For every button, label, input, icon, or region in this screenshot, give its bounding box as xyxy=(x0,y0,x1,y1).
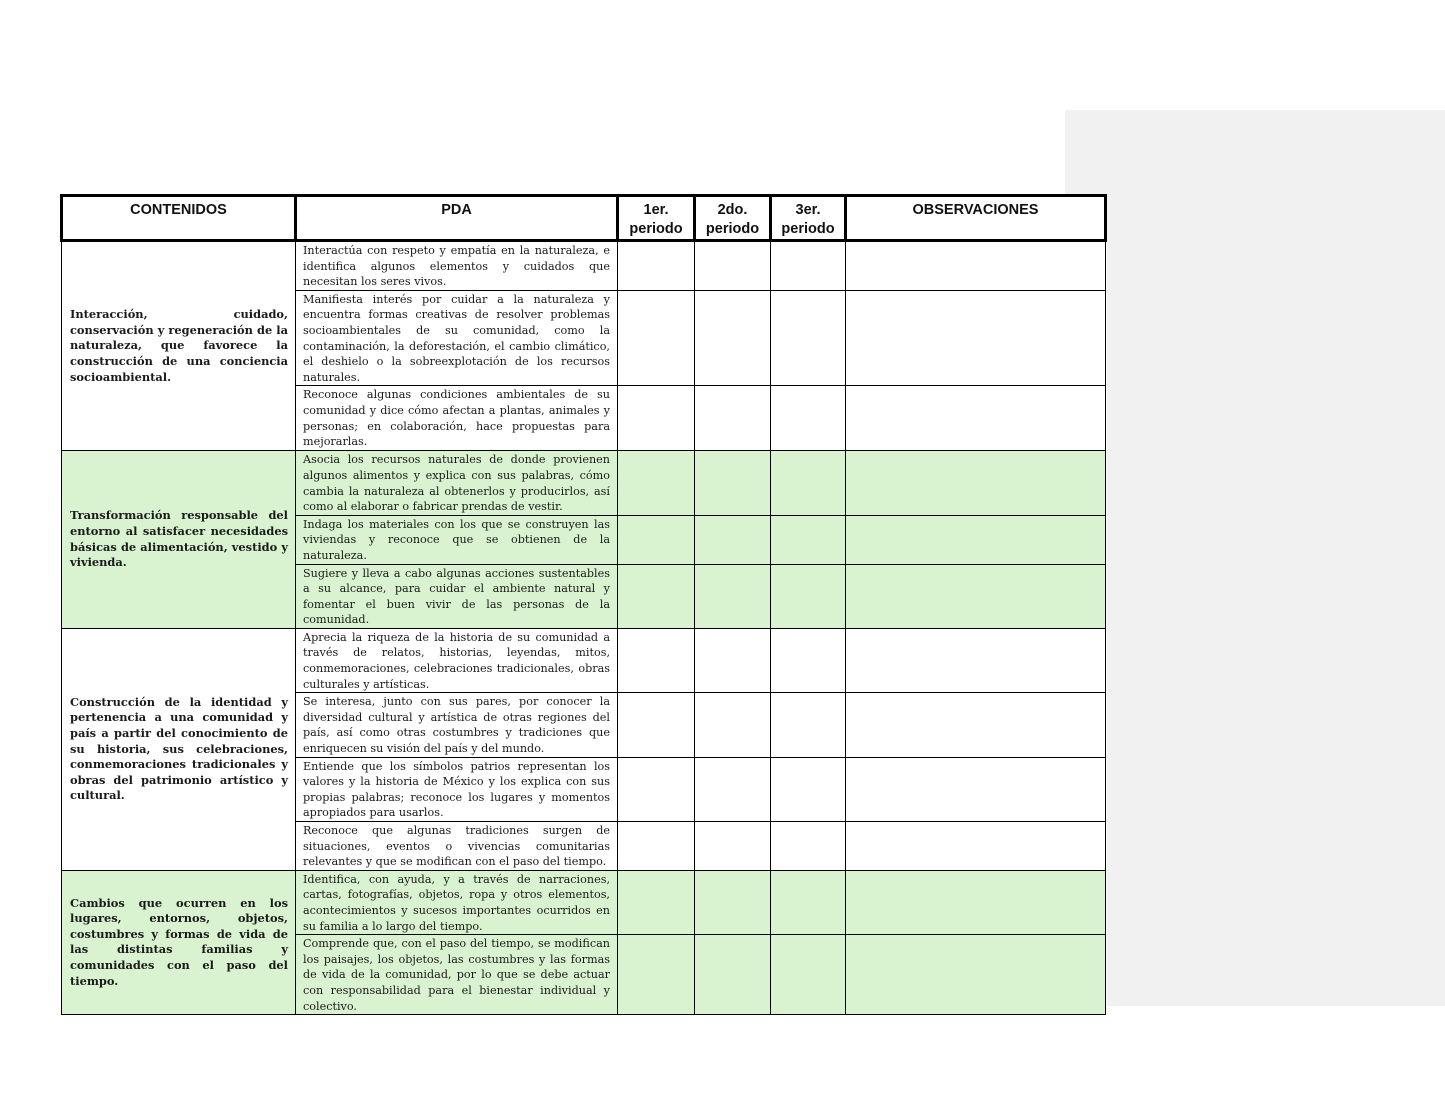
periodo-2-cell[interactable] xyxy=(695,241,771,291)
table-row xyxy=(62,870,1106,934)
header-periodo-3 xyxy=(771,196,846,241)
table-row xyxy=(62,451,1106,515)
periodo-3-cell[interactable] xyxy=(771,451,846,515)
header-contenidos xyxy=(62,196,296,241)
periodo-1-cell[interactable] xyxy=(618,757,695,821)
contenido-cell xyxy=(62,241,296,451)
periodo-3-cell[interactable] xyxy=(771,870,846,934)
periodo-2-cell[interactable] xyxy=(695,693,771,757)
contenido-text: Cambios que ocurren en los lugares, entornos, objetos, costumbres y formas de vida de las distintas familias y comunidades con el paso del tiempo. xyxy=(70,895,288,988)
periodo-1-cell[interactable] xyxy=(618,515,695,564)
observaciones-cell[interactable] xyxy=(846,515,1106,564)
header-p1-line1: 1er. xyxy=(643,202,669,218)
table-row xyxy=(62,241,1106,291)
observaciones-cell[interactable] xyxy=(846,451,1106,515)
header-p2-line1: 2do. xyxy=(717,202,748,218)
periodo-1-cell[interactable] xyxy=(618,564,695,628)
observaciones-cell[interactable] xyxy=(846,935,1106,1015)
comment-pane xyxy=(1065,110,1445,1006)
periodo-1-cell[interactable] xyxy=(618,386,695,451)
observaciones-cell[interactable] xyxy=(846,386,1106,451)
contenido-text: Construcción de la identidad y pertenencia a una comunidad y país a partir del conocimiento de su historia, sus celebraciones, conmemoraciones tradicionales y obras del patrimonio artístico y cultural. xyxy=(70,694,288,803)
header-pda-label: PDA xyxy=(441,202,472,218)
header-p3-line2: periodo xyxy=(781,221,835,237)
periodo-3-cell[interactable] xyxy=(771,822,846,871)
pda-text: Entiende que los símbolos patrios representan los valores y la historia de México y los explica con sus propias palabras; reconoce los lugares y momentos apropiados para usarlos. xyxy=(303,759,610,820)
pda-text: Reconoce algunas condiciones ambientales de su comunidad y dice cómo afectan a plantas, animales y personas; en colaboración, hace propuestas para mejorarlas. xyxy=(303,388,610,449)
header-p1-line2: periodo xyxy=(629,221,683,237)
header-p2-line2: periodo xyxy=(705,221,760,237)
pda-text: Indaga los materiales con los que se construyen las viviendas y reconoce que se obtienen de la naturaleza. xyxy=(303,517,610,562)
pda-cell xyxy=(296,564,618,628)
pda-cell xyxy=(296,451,618,515)
periodo-1-cell[interactable] xyxy=(618,870,695,934)
periodo-1-cell[interactable] xyxy=(618,628,695,692)
pda-text: Identifica, con ayuda, y a través de narraciones, cartas, fotografías, objetos, ropa y otros elementos, acontecimientos y sucesos importantes ocurridos en su familia a lo largo del tiempo. xyxy=(303,872,610,933)
periodo-3-cell[interactable] xyxy=(771,386,846,451)
pda-text: Comprende que, con el paso del tiempo, se modifican los paisajes, los objetos, las costumbres y las formas de vida de la comunidad, por lo que se debe actuar con responsabilidad para el bienestar individual y colectivo. xyxy=(303,937,610,1013)
periodo-1-cell[interactable] xyxy=(618,290,695,386)
periodo-2-cell[interactable] xyxy=(695,822,771,871)
periodo-1-cell[interactable] xyxy=(618,935,695,1015)
pda-text: Reconoce que algunas tradiciones surgen de situaciones, eventos o vivencias comunitarias relevantes y que se modifican con el paso del tiempo. xyxy=(303,824,610,869)
pda-text: Aprecia la riqueza de la historia de su comunidad a través de relatos, historias, leyendas, mitos, conmemoraciones, celebraciones tradicionales, obras culturales y artísticas. xyxy=(303,630,610,691)
contenido-text: Transformación responsable del entorno al satisfacer necesidades básicas de alimentación, vestido y vivienda. xyxy=(70,508,288,570)
periodo-3-cell[interactable] xyxy=(771,935,846,1015)
observaciones-cell[interactable] xyxy=(846,870,1106,934)
pda-cell xyxy=(296,241,618,291)
pda-text: Asocia los recursos naturales de donde provienen algunos alimentos y explica con sus palabras, cómo cambia la naturaleza al obtenerlos y producirlos, así como al elaborar o fabricar prendas de vestir. xyxy=(303,453,610,514)
periodo-1-cell[interactable] xyxy=(618,451,695,515)
periodo-2-cell[interactable] xyxy=(695,870,771,934)
header-observaciones xyxy=(846,196,1106,241)
pda-text: Sugiere y lleva a cabo algunas acciones sustentables a su alcance, para cuidar el ambiente natural y fomentar el buen vivir de las personas de la comunidad. xyxy=(303,566,610,627)
table-row xyxy=(62,628,1106,692)
pda-cell xyxy=(296,693,618,757)
pda-cell xyxy=(296,822,618,871)
header-periodo-1 xyxy=(618,196,695,241)
contenido-cell xyxy=(62,628,296,870)
pda-text: Manifiesta interés por cuidar a la naturaleza y encuentra formas creativas de resolver problemas socioambientales de su comunidad, como la contaminación, la deforestación, el cambio climático, el deshielo o la sobreexplotación de los recursos naturales. xyxy=(303,292,610,384)
evaluation-table xyxy=(60,194,1107,1015)
periodo-2-cell[interactable] xyxy=(695,290,771,386)
observaciones-cell[interactable] xyxy=(846,757,1106,821)
pda-cell xyxy=(296,628,618,692)
periodo-3-cell[interactable] xyxy=(771,693,846,757)
pda-cell xyxy=(296,290,618,386)
periodo-3-cell[interactable] xyxy=(771,757,846,821)
pda-cell xyxy=(296,515,618,564)
periodo-3-cell[interactable] xyxy=(771,628,846,692)
periodo-3-cell[interactable] xyxy=(771,241,846,291)
header-row xyxy=(62,196,1106,241)
periodo-2-cell[interactable] xyxy=(695,628,771,692)
pda-cell xyxy=(296,870,618,934)
periodo-1-cell[interactable] xyxy=(618,241,695,291)
periodo-3-cell[interactable] xyxy=(771,564,846,628)
periodo-2-cell[interactable] xyxy=(695,935,771,1015)
contenido-cell xyxy=(62,451,296,629)
periodo-2-cell[interactable] xyxy=(695,564,771,628)
periodo-2-cell[interactable] xyxy=(695,386,771,451)
observaciones-cell[interactable] xyxy=(846,693,1106,757)
header-p3-line1: 3er. xyxy=(795,202,821,218)
header-observaciones-label: OBSERVACIONES xyxy=(912,202,1039,218)
header-periodo-2 xyxy=(695,196,771,241)
pda-text: Interactúa con respeto y empatía en la naturaleza, e identifica algunos elementos y cuidados que necesitan los seres vivos. xyxy=(303,244,610,289)
pda-cell xyxy=(296,935,618,1015)
pda-text: Se interesa, junto con sus pares, por conocer la diversidad cultural y artística de otras regiones del país, así como otras costumbres y tradiciones que enriquecen su visión del país y del mundo. xyxy=(303,695,610,756)
periodo-2-cell[interactable] xyxy=(695,451,771,515)
contenido-cell xyxy=(62,870,296,1014)
periodo-3-cell[interactable] xyxy=(771,515,846,564)
header-pda xyxy=(296,196,618,241)
observaciones-cell[interactable] xyxy=(846,564,1106,628)
observaciones-cell[interactable] xyxy=(846,822,1106,871)
observaciones-cell[interactable] xyxy=(846,241,1106,291)
periodo-1-cell[interactable] xyxy=(618,822,695,871)
periodo-2-cell[interactable] xyxy=(695,757,771,821)
periodo-2-cell[interactable] xyxy=(695,515,771,564)
header-contenidos-label: CONTENIDOS xyxy=(130,202,227,218)
observaciones-cell[interactable] xyxy=(846,290,1106,386)
periodo-1-cell[interactable] xyxy=(618,693,695,757)
observaciones-cell[interactable] xyxy=(846,628,1106,692)
periodo-3-cell[interactable] xyxy=(771,290,846,386)
pda-cell xyxy=(296,757,618,821)
contenido-text: Interacción, cuidado, conservación y regeneración de la naturaleza, que favorece la construcción de una conciencia socioambiental. xyxy=(70,307,288,384)
pda-cell xyxy=(296,386,618,451)
